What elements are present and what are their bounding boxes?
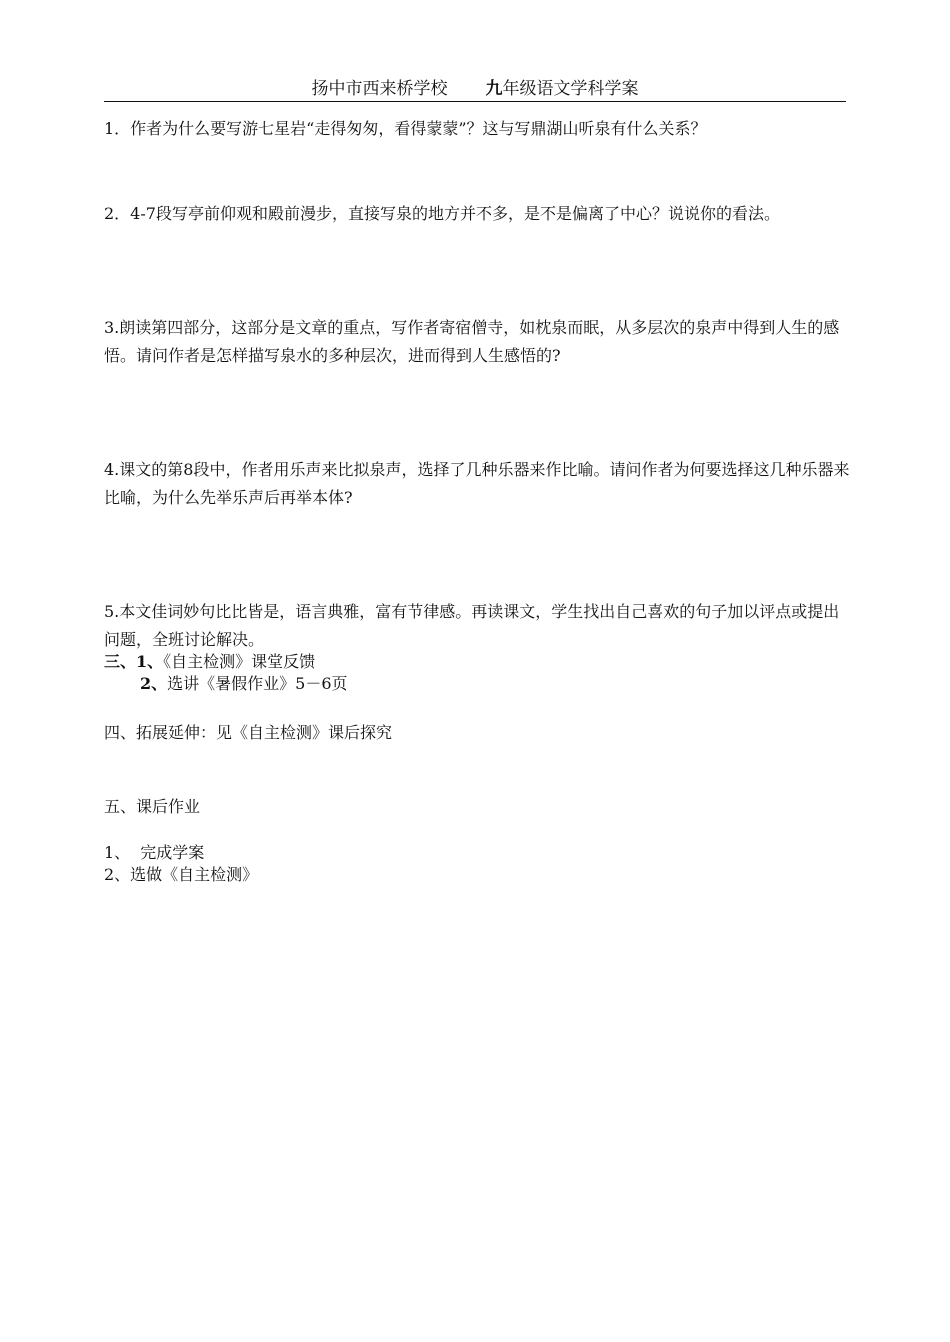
section-3-heading: 三、	[104, 652, 137, 671]
question-4: 4.课文的第8段中，作者用乐声来比拟泉声，选择了几种乐器来作比喻。请问作者为何要选择这几种乐器来比喻，为什么先举乐声后再举本体?	[104, 460, 850, 507]
homework-item-1-number: 1、	[104, 843, 131, 862]
section-3-item-1-number: 1、	[136, 652, 164, 671]
section-5-heading: 五、课后作业	[104, 797, 201, 816]
question-5: 5.本文佳词妙句比比皆是，语言典雅，富有节律感。再读课文，学生找出自己喜欢的句子加以评点或提出问题，全班讨论解决。	[104, 602, 840, 649]
section-3	[104, 651, 854, 695]
section-3-item-2-number: 2、	[140, 674, 168, 693]
homework-item-1-text: 完成学案	[140, 843, 205, 862]
subject-title: 年级语文学科学案	[502, 79, 639, 99]
section-4: 四、拓展延伸：见《自主检测》课后探究	[104, 723, 393, 742]
section-3-row-1	[104, 651, 854, 673]
section-3-row-2	[104, 673, 854, 695]
homework-item-2: 2、选做《自主检测》	[104, 865, 259, 884]
question-1: 1．作者为什么要写游七星岩“走得匆匆，看得蒙蒙”？这与写鼎湖山听泉有什么关系？	[104, 119, 707, 138]
header-rule	[104, 101, 846, 102]
section-3-item-2-text: 选讲《暑假作业》5－6页	[167, 674, 348, 693]
section-3-item-1-text: 《自主检测》课堂反馈	[163, 652, 316, 671]
homework-list	[104, 842, 854, 886]
homework-item-1	[104, 842, 854, 864]
grade-mark: 九	[485, 79, 503, 99]
question-2: 2．4-7段写亭前仰观和殿前漫步，直接写泉的地方并不多，是不是偏离了中心？说说你的看法。	[104, 204, 780, 223]
school-name: 扬中市西来桥学校	[311, 79, 448, 99]
page-header	[104, 78, 846, 100]
question-3: 3.朗读第四部分，这部分是文章的重点，写作者寄宿僧寺，如枕泉而眠，从多层次的泉声中得到人生的感悟。请问作者是怎样描写泉水的多种层次，进而得到人生感悟的?	[104, 318, 840, 365]
